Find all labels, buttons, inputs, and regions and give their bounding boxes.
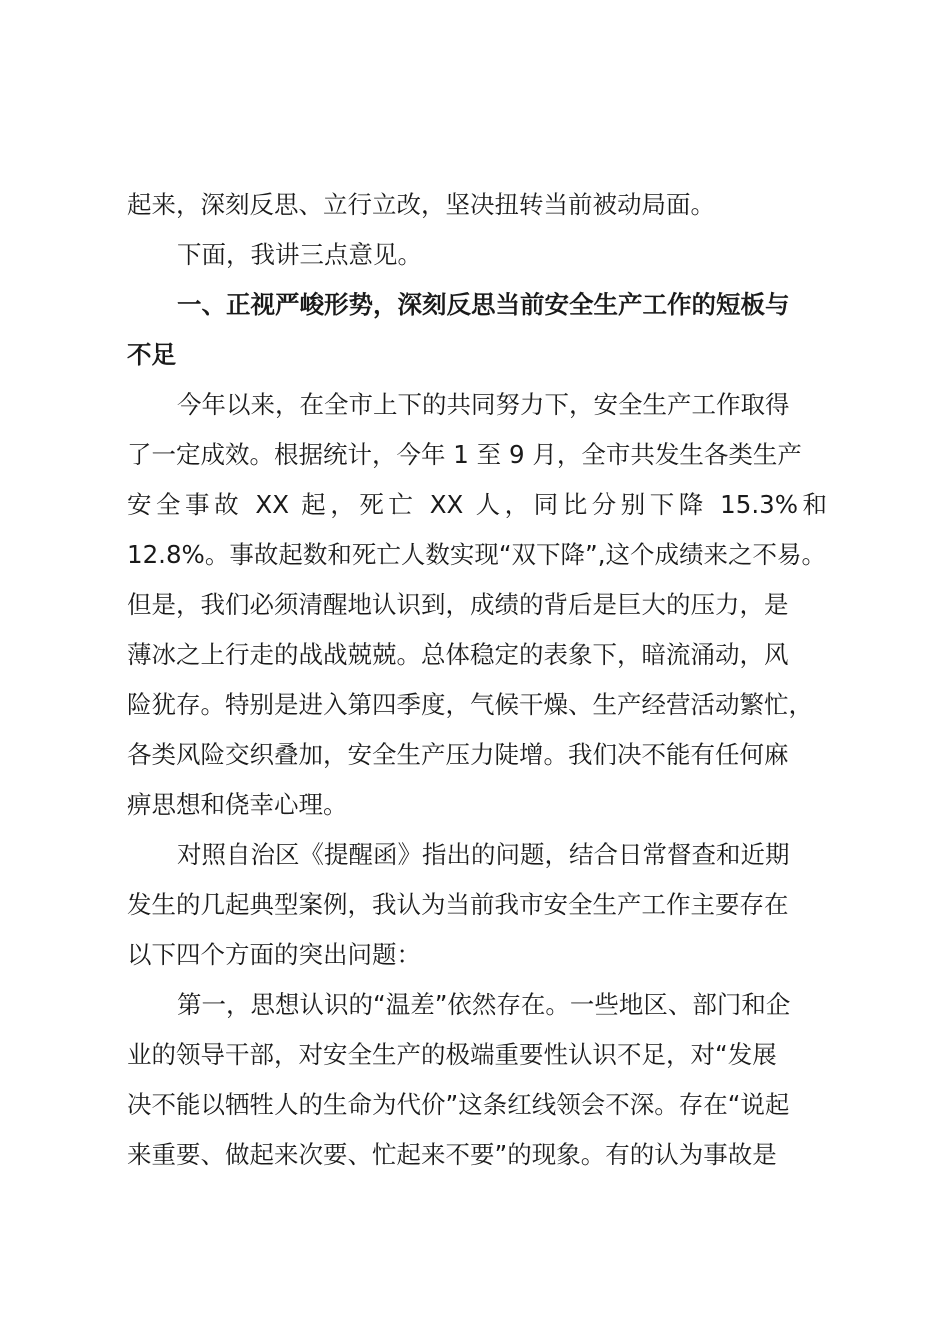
text-line-9: 但是，我们必须清醒地认识到，成绩的背后是巨大的压力，是 bbox=[127, 590, 789, 619]
text-line-1: 起来，深刻反思、立行立改，坚决扭转当前被动局面。 bbox=[127, 190, 715, 219]
text-line-16: 以下四个方面的突出问题： bbox=[127, 940, 421, 969]
text-line-2: 下面，我讲三点意见。 bbox=[177, 240, 422, 269]
text-line-13: 痹思想和侥幸心理。 bbox=[127, 790, 348, 819]
text-line-19: 决不能以牺牲人的生命为代价”这条红线领会不深。存在“说起 bbox=[127, 1090, 790, 1119]
text-line-5: 今年以来，在全市上下的共同努力下，安全生产工作取得 bbox=[177, 390, 790, 419]
text-line-11: 险犹存。特别是进入第四季度，气候干燥、生产经营活动繁忙， bbox=[127, 690, 813, 719]
text-line-7: 安全事故 XX 起，死亡 XX 人，同比分别下降 15.3%和 bbox=[127, 490, 827, 519]
section-heading-line-2: 不足 bbox=[127, 340, 176, 369]
text-line-10: 薄冰之上行走的战战兢兢。总体稳定的表象下，暗流涌动，风 bbox=[127, 640, 789, 669]
text-line-8: 12.8%。事故起数和死亡人数实现“双下降”,这个成绩来之不易。 bbox=[127, 540, 827, 569]
text-line-20: 来重要、做起来次要、忙起来不要”的现象。有的认为事故是 bbox=[127, 1140, 777, 1169]
text-line-12: 各类风险交织叠加，安全生产压力陡增。我们决不能有任何麻 bbox=[127, 740, 789, 769]
text-line-14: 对照自治区《提醒函》指出的问题，结合日常督查和近期 bbox=[177, 840, 790, 869]
text-line-6: 了一定成效。根据统计，今年 1 至 9 月，全市共发生各类生产 bbox=[127, 440, 802, 469]
section-heading-line-1: 一、正视严峻形势，深刻反思当前安全生产工作的短板与 bbox=[177, 290, 790, 319]
text-line-15: 发生的几起典型案例，我认为当前我市安全生产工作主要存在 bbox=[127, 890, 789, 919]
text-line-18: 业的领导干部，对安全生产的极端重要性认识不足，对“发展 bbox=[127, 1040, 777, 1069]
text-line-17: 第一，思想认识的“温差”依然存在。一些地区、部门和企 bbox=[177, 990, 791, 1019]
